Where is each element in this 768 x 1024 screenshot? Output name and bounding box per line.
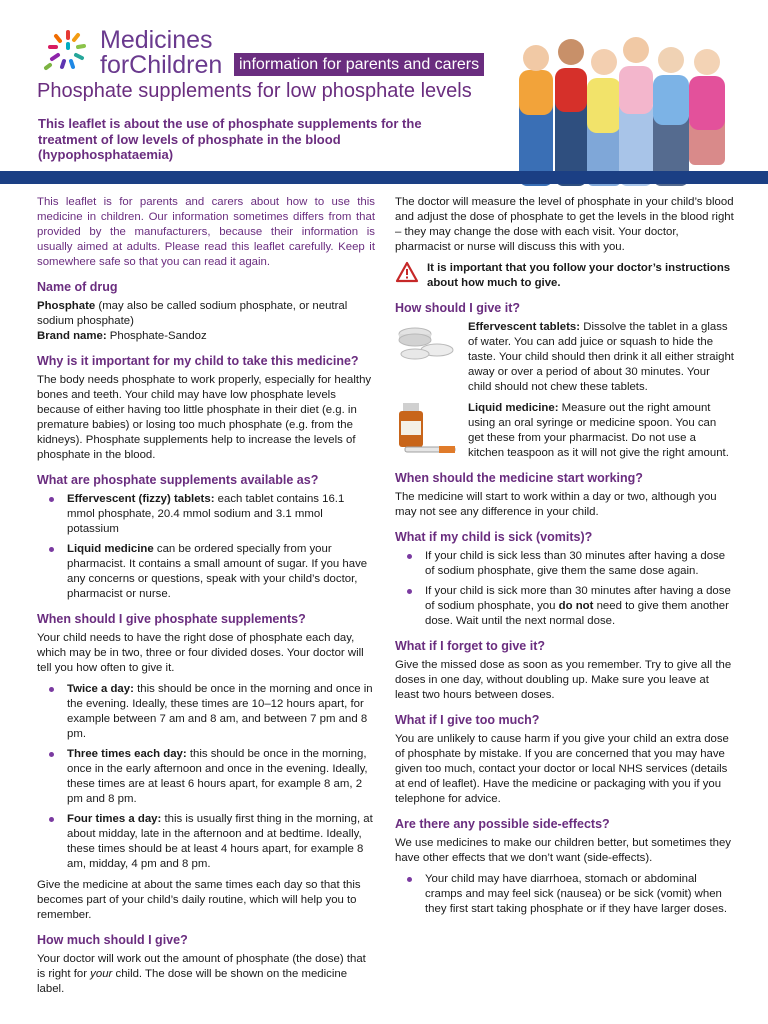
- brand-line-2: forChildren: [100, 51, 223, 79]
- heading-when-give: When should I give phosphate supplements?: [37, 612, 306, 626]
- list-item: [67, 542, 375, 602]
- list-item-bold: Liquid medicine: [67, 543, 154, 555]
- list-item-bold: Twice a day:: [67, 683, 134, 695]
- heading-forget: What if I forget to give it?: [395, 639, 545, 653]
- drug-name: Phosphate: [37, 300, 96, 312]
- leaflet-intro: This leaflet is for parents and carers about how to use this medicine in children. Our information sometimes differs from that provided by the manufacturers, because their information is usually aimed at adults. Please read this leaflet carefully. Keep it somewhere safe so that you can read it again.: [37, 196, 375, 268]
- medicines-for-children-logo: [38, 26, 98, 78]
- list-item-bold: Three times each day:: [67, 748, 187, 760]
- header-divider-band: [0, 171, 768, 184]
- tablets-icon: [395, 320, 460, 380]
- start-text: The medicine will start to work within a day or two, although you may not see any difference in your child.: [395, 491, 717, 518]
- leaflet-header: [0, 0, 768, 185]
- measure-text: The doctor will measure the level of phosphate in your child’s blood and adjust the dose of phosphate to get the levels in the blood right – they may change the dose with each visit. Your doctor, pharmacist or nurse will discuss this with you.: [395, 196, 734, 253]
- brand-line-1: Medicines: [100, 26, 213, 54]
- list-item-bold: do not: [558, 600, 594, 612]
- list-item-bold: Four times a day:: [67, 813, 162, 825]
- tablets-text: Dissolve the tablet in a glass of water. You can add juice or squash to hide the taste. Your child should then drink it all either straight away or over a period of about 30 minutes. Your child should not chew these tablets.: [468, 321, 734, 393]
- drug-alias: (may also be called sodium phosphate, or neutral sodium phosphate): [37, 300, 348, 327]
- list-item-text: each tablet contains 16.1 mmol phosphate, 20.4 mmol sodium and 3.1 mmol potassium: [67, 493, 345, 535]
- heading-child-sick: What if my child is sick (vomits)?: [395, 530, 593, 544]
- brand-value: Phosphate-Sandoz: [106, 330, 207, 342]
- liquid-instruction: [395, 401, 735, 461]
- forget-text: Give the missed dose as soon as you remember. Try to give all the doses in one day, without doubling up. Make sure you leave at least two hours between doses.: [395, 659, 732, 701]
- heading-name-of-drug: Name of drug: [37, 280, 118, 294]
- list-item-text: this is usually first thing in the morning, at about midday, late in the afternoon and at bedtime. Ideally, these times should be at least 4 hours apart, for example 8 am, midday, 4 pm and 8 pm.: [67, 813, 373, 870]
- drug-name-line: [37, 299, 375, 329]
- tablets-label: Effervescent tablets:: [468, 321, 581, 333]
- warning-text: It is important that you follow your doctor’s instructions about how much to give.: [427, 262, 731, 289]
- brand-label: Brand name:: [37, 330, 107, 342]
- heading-side-effects: Are there any possible side-effects?: [395, 817, 610, 831]
- list-item: [425, 584, 735, 629]
- warning-icon: [395, 261, 419, 283]
- sick-list: [395, 549, 735, 629]
- availability-list: [37, 492, 375, 602]
- list-item-text: this should be once in the morning, once in the early afternoon and once in the evening. Ideally, these times are at least 6 hours apart, for example 8 am, 2 pm and 8 pm.: [67, 748, 368, 805]
- why-text: The body needs phosphate to work properly, especially for healthy bones and teeth. Your child may have low phosphate levels because of either having too little phosphate in their diet (e.g. in premature babies) or losing too much phosphate (e.g. from the kidneys). Phosphate supplements help to increase the levels of phosphate in the blood.: [37, 374, 372, 461]
- list-item-text: If your child is sick more than 30 minutes after having a dose of sodium phosphate, you: [425, 585, 731, 612]
- dosing-schedule-list: [37, 682, 375, 872]
- list-item-text: can be ordered specially from your pharmacist. It contains a small amount of sugar. If you have any concerns or questions, speak with your child’s doctor, pharmacist or nurse.: [67, 543, 368, 600]
- liquid-text: Measure out the right amount using an oral syringe or medicine spoon. You can get these from your pharmacist. Do not use a kitchen teaspoon as it will not give the right amount.: [468, 402, 729, 459]
- when-text: Your child needs to have the right dose of phosphate each day, which may be in two, three or four divided doses. Your doctor will tell you how often to give it.: [37, 632, 364, 674]
- list-item: [67, 747, 375, 807]
- brand-name-line: [37, 329, 375, 344]
- list-item: If your child is sick less than 30 minutes after having a dose of sodium phosphate, give them the same dose again.: [425, 549, 735, 579]
- how-much-text-b: child. The dose will be shown on the medicine label.: [37, 968, 348, 995]
- intro-summary: This leaflet is about the use of phosphate supplements for the treatment of low levels of phosphate in the blood (hypophosphataemia): [38, 116, 422, 162]
- too-much-text: You are unlikely to cause harm if you give your child an extra dose of phosphate by mistake. If you are concerned that you may have given too much, contact your doctor or local NHS services (details at end of leaflet). Have the medicine or packaging with you if you telephone for advice.: [395, 733, 729, 805]
- heading-how-much: How much should I give?: [37, 933, 188, 947]
- left-column: [37, 195, 375, 1003]
- when-after-text: Give the medicine at about the same times each day so that this becomes part of your child’s daily routine, which will help you to remember.: [37, 879, 361, 921]
- side-effects-text: We use medicines to make our children better, but sometimes they have other effects that we don’t want (side-effects).: [395, 837, 731, 864]
- how-much-text-a: Your doctor will work out the amount of phosphate (the dose) that is right for: [37, 953, 366, 980]
- list-item: [67, 682, 375, 742]
- heading-available-as: What are phosphate supplements available as?: [37, 473, 319, 487]
- how-much-text: [37, 952, 375, 997]
- how-much-emphasis: your: [90, 968, 113, 980]
- tablets-instruction: [395, 320, 735, 395]
- heading-too-much: What if I give too much?: [395, 713, 540, 727]
- list-item: [67, 492, 375, 537]
- heading-start-working: When should the medicine start working?: [395, 471, 643, 485]
- heading-how-give: How should I give it?: [395, 301, 520, 315]
- tagline-banner: information for parents and carers: [234, 53, 484, 76]
- list-item: Your child may have diarrhoea, stomach or abdominal cramps and may feel sick (nausea) or be sick (vomit) when they first start taking phosphate or if they have larger doses.: [425, 872, 735, 917]
- medicine-bottle-icon: [395, 401, 460, 461]
- side-effects-list: [395, 872, 735, 917]
- list-item: [67, 812, 375, 872]
- right-column: [395, 195, 735, 923]
- list-item-text: this should be once in the morning and once in the evening. Ideally, these times are 10–12 hours apart, for example between 7 am and 8 am, and between 7 pm and 8 pm.: [67, 683, 373, 740]
- warning-callout: [395, 261, 735, 291]
- liquid-label: Liquid medicine:: [468, 402, 559, 414]
- children-photo: [505, 30, 765, 186]
- list-item-text: need to give them another dose. Wait until the next normal dose.: [425, 600, 729, 627]
- list-item-bold: Effervescent (fizzy) tablets:: [67, 493, 215, 505]
- heading-why-important: Why is it important for my child to take this medicine?: [37, 354, 359, 368]
- page-title: Phosphate supplements for low phosphate levels: [37, 80, 472, 102]
